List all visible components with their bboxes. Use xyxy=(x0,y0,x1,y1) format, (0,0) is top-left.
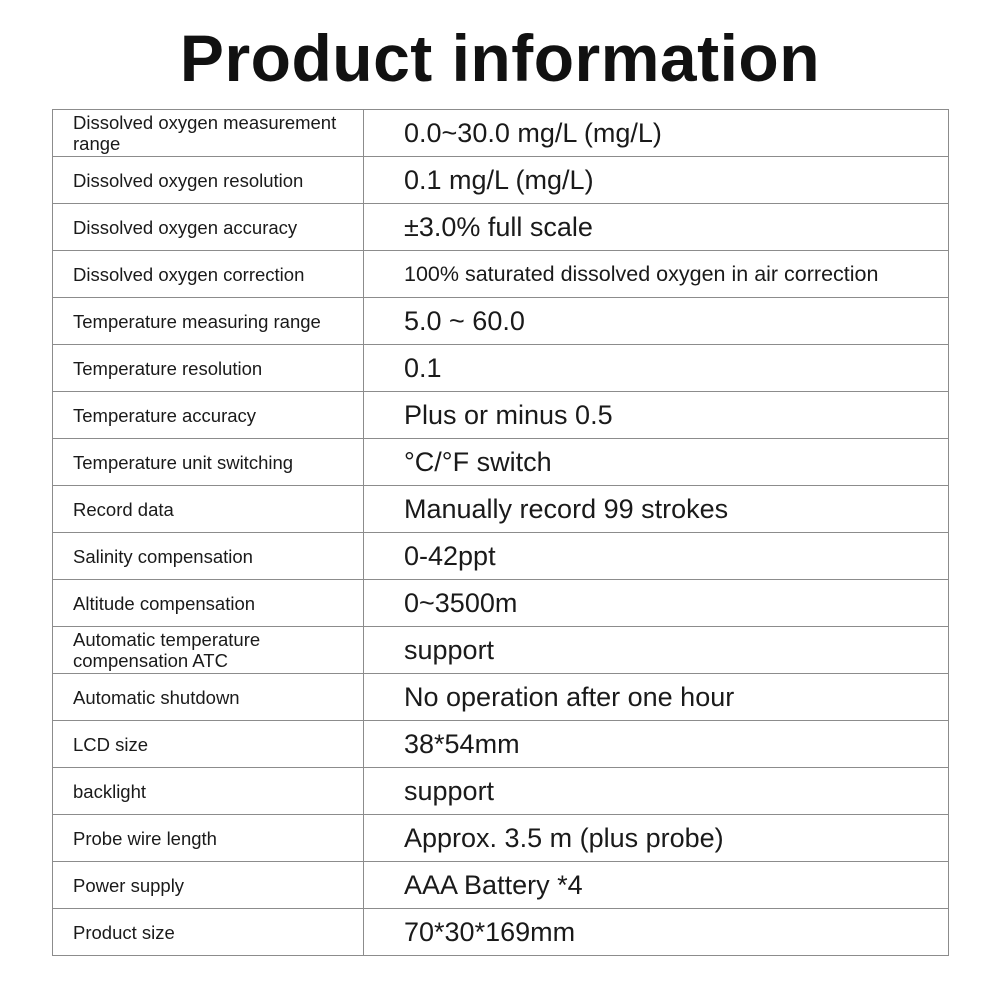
spec-label: Altitude compensation xyxy=(53,580,364,627)
spec-label: Product size xyxy=(53,909,364,956)
table-row xyxy=(53,768,949,815)
spec-label: Temperature accuracy xyxy=(53,392,364,439)
spec-label: Record data xyxy=(53,486,364,533)
spec-value: 100% saturated dissolved oxygen in air correction xyxy=(364,251,949,298)
table-row xyxy=(53,580,949,627)
spec-value: 5.0 ~ 60.0 xyxy=(364,298,949,345)
table-row xyxy=(53,439,949,486)
spec-value: Approx. 3.5 m (plus probe) xyxy=(364,815,949,862)
spec-label: Dissolved oxygen accuracy xyxy=(53,204,364,251)
spec-value: 0.1 mg/L (mg/L) xyxy=(364,157,949,204)
spec-label: Temperature measuring range xyxy=(53,298,364,345)
table-row xyxy=(53,721,949,768)
spec-label: Dissolved oxygen measurement range xyxy=(53,110,364,157)
table-row xyxy=(53,110,949,157)
spec-value: 70*30*169mm xyxy=(364,909,949,956)
table-row xyxy=(53,392,949,439)
table-row xyxy=(53,627,949,674)
spec-value: 0.1 xyxy=(364,345,949,392)
spec-value: 0.0~30.0 mg/L (mg/L) xyxy=(364,110,949,157)
table-row xyxy=(53,862,949,909)
spec-value: support xyxy=(364,627,949,674)
table-row xyxy=(53,674,949,721)
spec-label: Dissolved oxygen correction xyxy=(53,251,364,298)
spec-label: Probe wire length xyxy=(53,815,364,862)
spec-value: support xyxy=(364,768,949,815)
page-title: Product information xyxy=(179,21,821,95)
spec-value: AAA Battery *4 xyxy=(364,862,949,909)
table-row xyxy=(53,909,949,956)
table-row xyxy=(53,533,949,580)
spec-value: Manually record 99 strokes xyxy=(364,486,949,533)
spec-value: No operation after one hour xyxy=(364,674,949,721)
spec-label: backlight xyxy=(53,768,364,815)
table-row xyxy=(53,204,949,251)
spec-value: °C/°F switch xyxy=(364,439,949,486)
spec-value: 38*54mm xyxy=(364,721,949,768)
table-row xyxy=(53,298,949,345)
table-row xyxy=(53,345,949,392)
spec-label: Power supply xyxy=(53,862,364,909)
spec-value: 0-42ppt xyxy=(364,533,949,580)
table-row xyxy=(53,815,949,862)
spec-value: Plus or minus 0.5 xyxy=(364,392,949,439)
table-row xyxy=(53,157,949,204)
spec-label: Salinity compensation xyxy=(53,533,364,580)
spec-label: Automatic shutdown xyxy=(53,674,364,721)
spec-label: Dissolved oxygen resolution xyxy=(53,157,364,204)
table-row xyxy=(53,251,949,298)
spec-label: Automatic temperature compensation ATC xyxy=(53,627,364,674)
spec-label: Temperature unit switching xyxy=(53,439,364,486)
spec-label: Temperature resolution xyxy=(53,345,364,392)
spec-value: ±3.0% full scale xyxy=(364,204,949,251)
table-row xyxy=(53,486,949,533)
spec-table xyxy=(52,109,949,956)
spec-value: 0~3500m xyxy=(364,580,949,627)
spec-label: LCD size xyxy=(53,721,364,768)
